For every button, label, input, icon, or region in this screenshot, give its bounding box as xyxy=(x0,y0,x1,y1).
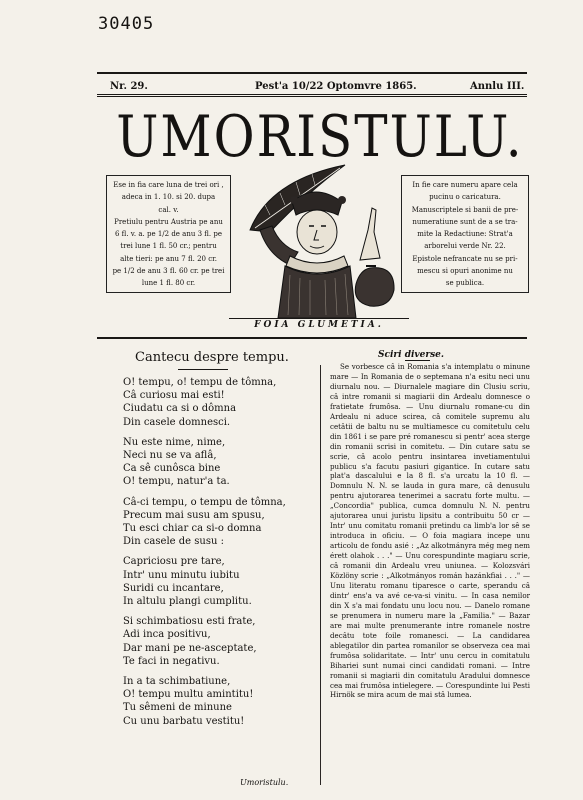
poem-line: Ca sê cunôsca bine xyxy=(123,463,221,475)
issue-date: Pest'a 10/22 Optomvre 1865. xyxy=(255,81,417,92)
info-line: Manuscriptele si banii de pre- xyxy=(411,205,519,214)
poem-line: Câ-ci tempu, o tempu de tômna, xyxy=(123,496,286,508)
jester-illustration xyxy=(230,160,405,320)
info-line: Ese in fia care luna de trei ori , xyxy=(113,181,224,189)
info-line: pe 1/2 de anu 3 fl. 60 cr. pe trei xyxy=(112,267,225,276)
issue-number: Nr. 29. xyxy=(110,81,148,92)
masthead-mid-rule xyxy=(97,94,527,95)
info-line: mescu si opuri anonime nu xyxy=(417,267,513,276)
info-line: Pretiulu pentru Austria pe anu xyxy=(114,217,223,226)
poem-line: Intr' unu minutu iubitu xyxy=(123,569,240,581)
poem-line: Neci nu se va aflâ, xyxy=(123,450,217,462)
info-line: cal. v. xyxy=(158,205,179,214)
news-body xyxy=(330,362,530,700)
masthead-top-rule xyxy=(97,72,527,74)
subscription-info-box xyxy=(106,175,231,293)
info-line: arborelui verde Nr. 22. xyxy=(424,242,506,251)
newspaper-title: UMORISTULU. xyxy=(116,103,524,170)
column-divider xyxy=(320,365,321,785)
news-title-rule xyxy=(405,360,430,361)
poem-line: In a ta schimbatiune, xyxy=(123,676,231,688)
info-line: 6 fl. v. a. pe 1/2 de anu 3 fl. pe xyxy=(114,230,223,239)
poem-line: Te faci in negativu. xyxy=(123,655,220,667)
poem-line: Din casele de susu : xyxy=(123,536,224,548)
info-line: In fie care numeru apare cela xyxy=(412,181,518,189)
editorial-info-box xyxy=(401,175,529,293)
poem-line: Cu unu barbatu vestitu! xyxy=(123,715,245,727)
news-paragraph: Se vorbesce câ in Romania s'a intemplatu o minune mare — In Romania de o septemana n'a esitu neci unu diurnalu nou. — Diurnalele magiare din Clusiu scriu, câ intre romanii si magiarii din Ardealu domnesce o fratietate frumôsa. — Unu diurnalu romane-cu din Ardealu ni aduce scirea, câ comitele supremu alu cetâtii de baltu nu se multiamesce cu comitetulu celu din 1861 i se pare pré romanescu si pentr' acea sterge din romanii scrisi in comitetu. — Din cutare satu se scrie, câ acolo pentru insintarea invetiamentului publicu s'a facutu pasiuri gigantice. In cutare satu plat'a dascalului e la 8 fl. s'a urcatu la 10 fl. — Domnulu N. N. se lauda in gura mare, câ denusulu pentru ajutorarea tenerimei a sacratu forte multu. — „Concordia" publica, cumca domnulu N. N. pentru ajutorarea unui juristu lipsitu a contribuitu 50 cr — Intr' unu comitatu romanii pretindu ca limb'a lor sê se introduca in oficiu. — O foia magiara incepe unu articolu de fondu asié : „Az alkotmányra még meg nem érett olahok . . ." — Unu corespundinte magiaru scrie, câ romanii din Ardealu vreu uniunea. — Kolozsvári Közlöny scrie : „Alkotmányos román hazánkfiai . . ." — Unu literatu romanu tiparesce o carte, sperandu câ dintr' ens'a va avé ce-va-si vinitu. — In casa nemilor din X s'a mai fondatu unu locu nou. — Danelo romane se prenumera in numeru mare la „Familia." — Bazar are mai multe prenumerante intre romanele nostre decâtu tote foile romanesci. — La candidarea ablegatilor din partea romanilor se observeza cea mai frumôsa solidaritate. — Intr' unu cercu in comitatulu Bihariei sunt numai cinci candidati romani. — Intre romanii si magiarii din comitatulu Aradului domnesce cea mai frumôsa intielegere. — Corespundinte lui Pesti Hirnök se mira acum de mai stâ lumea. xyxy=(330,362,530,700)
poem-line: Precum mai susu am spusu, xyxy=(123,509,265,521)
poem-stanza xyxy=(123,376,298,429)
poem-line: Suridi cu incantare, xyxy=(123,582,224,594)
info-line: lune 1 fl. 80 cr. xyxy=(141,279,196,288)
poem-stanza xyxy=(123,496,298,549)
info-line: alte tieri: pe anu 7 fl. 20 cr. xyxy=(120,254,217,263)
poem-line: O! tempu, o! tempu de tômna, xyxy=(123,377,277,388)
poem-line: Nu este nime, nime, xyxy=(123,436,226,448)
poem-stanza xyxy=(123,615,298,668)
info-line: mite la Redactiune: Strat'a xyxy=(417,230,513,239)
poem-line: Si schimbatiosu esti frate, xyxy=(123,616,256,628)
info-line: se publica. xyxy=(445,279,485,288)
poem-line: Capriciosu pre tare, xyxy=(123,556,225,568)
volume-year: Annlu III. xyxy=(470,81,525,92)
newspaper-subtitle: FOIA GLUMETIA. xyxy=(254,320,384,330)
poem-line: Dar mani pe ne-asceptate, xyxy=(123,642,257,654)
poem-line: Adi inca positivu, xyxy=(123,629,211,641)
info-line: adeca in 1. 10. si 20. dupa xyxy=(121,193,216,202)
poem-title: Cantecu despre tempu. xyxy=(135,350,289,365)
section-rule xyxy=(97,337,527,339)
info-line: Epistole nefrancate nu se pri- xyxy=(412,254,518,263)
poem-line: Tu esci chiar ca si-o domna xyxy=(123,523,262,535)
masthead-mid-rule-2 xyxy=(97,96,527,97)
poem-line: Ciudatu ca si o dômna xyxy=(123,403,237,415)
poem-body xyxy=(123,376,298,735)
news-title: Sciri diverse. xyxy=(378,350,445,360)
subtitle-rule-top xyxy=(229,318,409,319)
poem-line: O! tempu multu amintitu! xyxy=(123,689,254,701)
poem-line: In altulu plangi cumplitu. xyxy=(123,596,252,608)
archive-stamp-number: 30405 xyxy=(98,14,155,34)
poem-line: Din casele domnesci. xyxy=(123,416,231,428)
poem-title-rule xyxy=(178,369,228,370)
poem-stanza xyxy=(123,555,298,608)
info-line: pucinu o caricatura. xyxy=(429,193,501,202)
poem-line: Câ curiosu mai esti! xyxy=(123,390,225,402)
poem-signature: Umoristulu. xyxy=(240,778,289,787)
info-line: numeratiune sunt de a se tra- xyxy=(412,217,518,226)
poem-line: O! tempu, natur'a ta. xyxy=(123,476,230,488)
info-line: trei lune 1 fl. 50 cr.; pentru xyxy=(120,242,217,251)
poem-stanza xyxy=(123,675,298,728)
poem-stanza xyxy=(123,436,298,489)
poem-line: Tu sêmeni de minune xyxy=(123,702,232,714)
